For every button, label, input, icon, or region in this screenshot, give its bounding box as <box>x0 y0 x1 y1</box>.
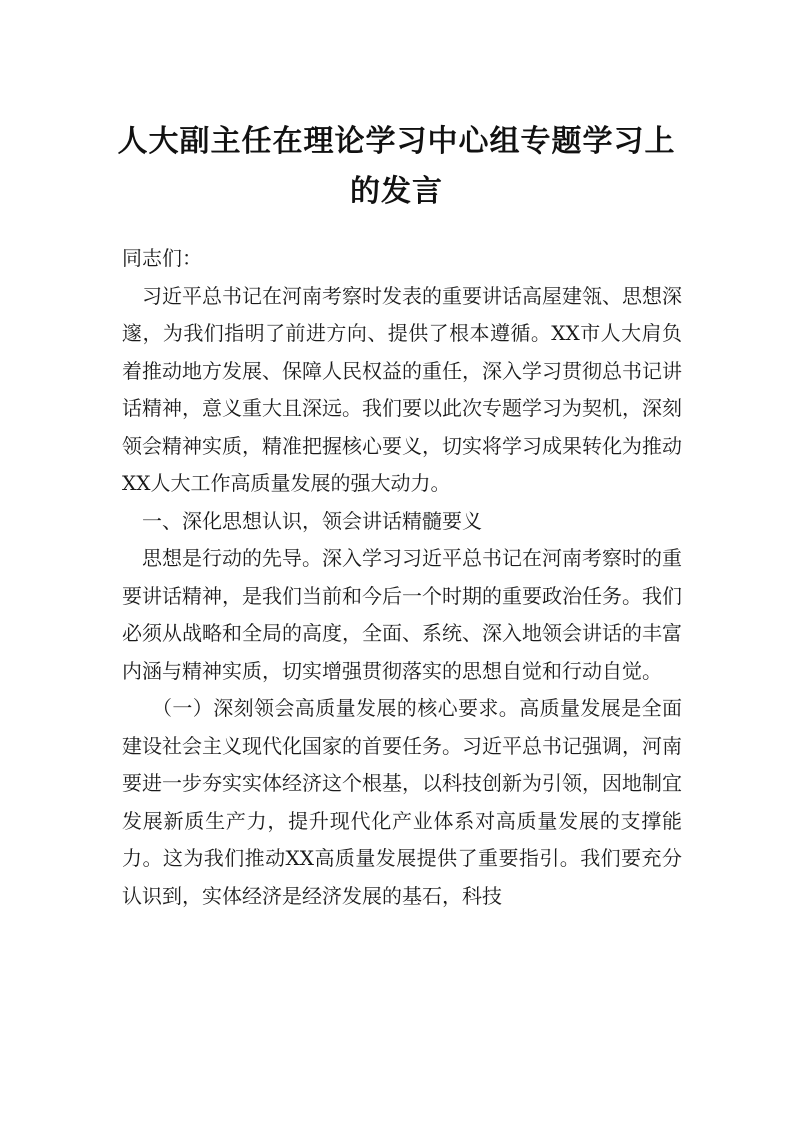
salutation: 同志们： <box>122 246 202 270</box>
document-body <box>122 240 682 915</box>
section-heading-1: 一、深化思想认识，领会讲话精髓要义 <box>142 508 482 533</box>
paragraph-section-1: 思想是行动的先导。深入学习习近平总书记在河南考察时的重要讲话精神，是我们当前和今后一个时期的重要政治任务。我们必须从战略和全局的高度，全面、系统、深入地领会讲话的丰富内涵与精神实质，切实增强贯彻落实的思想自觉和行动自觉。 <box>122 546 682 683</box>
paragraph-subsection-1: （一）深刻领会高质量发展的核心要求。高质量发展是全面建设社会主义现代化国家的首要任务。习近平总书记强调，河南要进一步夯实实体经济这个根基，以科技创新为引领，因地制宜发展新质生产力，提升现代化产业体系对高质量发展的支撑能力。这为我们推动XX高质量发展提供了重要指引。我们要充分认识到，实体经济是经济发展的基石，科技 <box>122 696 682 908</box>
paragraph-intro: 习近平总书记在河南考察时发表的重要讲话高屋建瓴、思想深邃，为我们指明了前进方向、提供了根本遵循。XX市人大肩负着推动地方发展、保障人民权益的重任，深入学习贯彻总书记讲话精神，意义重大且深远。我们要以此次专题学习为契机，深刻领会精神实质，精准把握核心要义，切实将学习成果转化为推动XX人大工作高质量发展的强大动力。 <box>122 283 682 495</box>
document-title-line-2: 的发言 <box>350 174 443 209</box>
document-title-line-1: 人大副主任在理论学习中心组专题学习上 <box>117 124 676 159</box>
